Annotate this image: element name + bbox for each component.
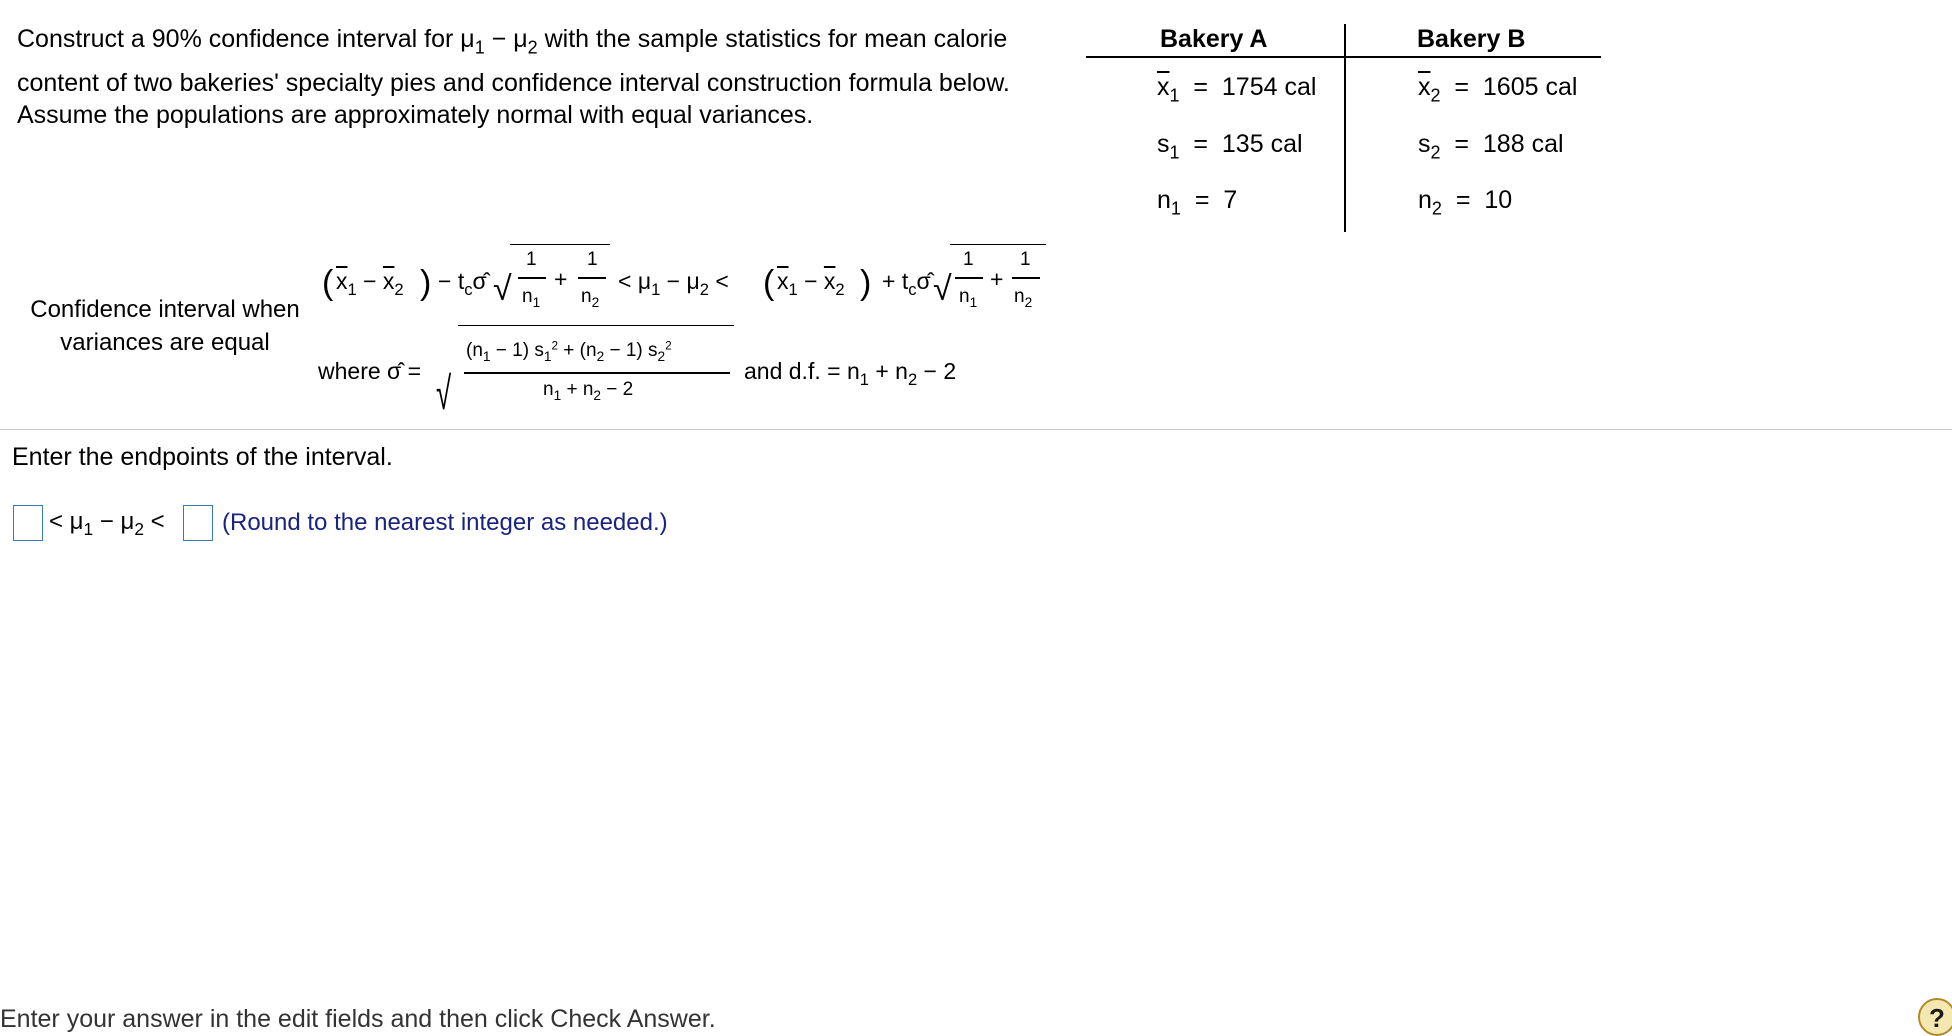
sd-b-value: 188 cal [1482, 130, 1564, 158]
header-bakery-b: Bakery B [1417, 25, 1526, 53]
n-b-value: 10 [1484, 186, 1513, 214]
sd-b-row: $s_2 = 188$ cal [1418, 130, 1564, 163]
prompt-text: Enter the endpoints of the interval. [12, 443, 393, 471]
df-label: and d.f. = n [744, 358, 860, 384]
header-bakery-a: Bakery A [1160, 25, 1268, 53]
mean-a-value: 1754 cal [1221, 73, 1317, 101]
formula-label-line-2: variances are equal [60, 329, 270, 356]
mean-b-value: 1605 cal [1482, 73, 1578, 101]
formula-label [15, 293, 315, 359]
problem-text-b: − μ [484, 25, 528, 53]
sd-a-row: $s_1 = 135$ cal [1157, 130, 1303, 163]
upper-bound-input[interactable] [183, 505, 213, 541]
lower-bound-input[interactable] [13, 505, 43, 541]
problem-line-2: content of two bakeries' specialty pies and confidence interval construction formula below. [17, 69, 1010, 97]
mean-b-row: $\overline{x}_2 = 1605$ cal [1418, 73, 1578, 106]
df-tail: − 2 [917, 358, 957, 384]
rounding-hint: (Round to the nearest integer as needed.) [222, 509, 668, 536]
problem-line-1: Construct a 90% confidence interval for $\mu_1 - \mu_2$ with the sample statistics for mean calorie [17, 25, 1008, 58]
help-icon[interactable]: ? [1918, 998, 1952, 1036]
where-label: where [318, 358, 381, 384]
table-column-divider [1344, 24, 1346, 232]
n-b-row: $n_2 = 10$ [1418, 186, 1513, 219]
n-a-row: $n_1 = 7$ [1157, 186, 1238, 219]
sd-a-value: 135 cal [1221, 130, 1303, 158]
problem-text-a: Construct a 90% confidence interval for μ [17, 25, 475, 53]
section-divider [0, 429, 1952, 430]
problem-line-3: Assume the populations are approximately normal with equal variances. [17, 101, 814, 129]
formula-label-line-1: Confidence interval when [30, 296, 300, 323]
problem-text-c: with the sample statistics for mean calorie [537, 25, 1008, 53]
footer-instruction: Enter your answer in the edit fields and then click Check Answer. [0, 1005, 716, 1033]
n-a-value: 7 [1223, 186, 1238, 214]
mean-a-row: $\overline{x}_1 = 1754$ cal [1157, 73, 1317, 106]
